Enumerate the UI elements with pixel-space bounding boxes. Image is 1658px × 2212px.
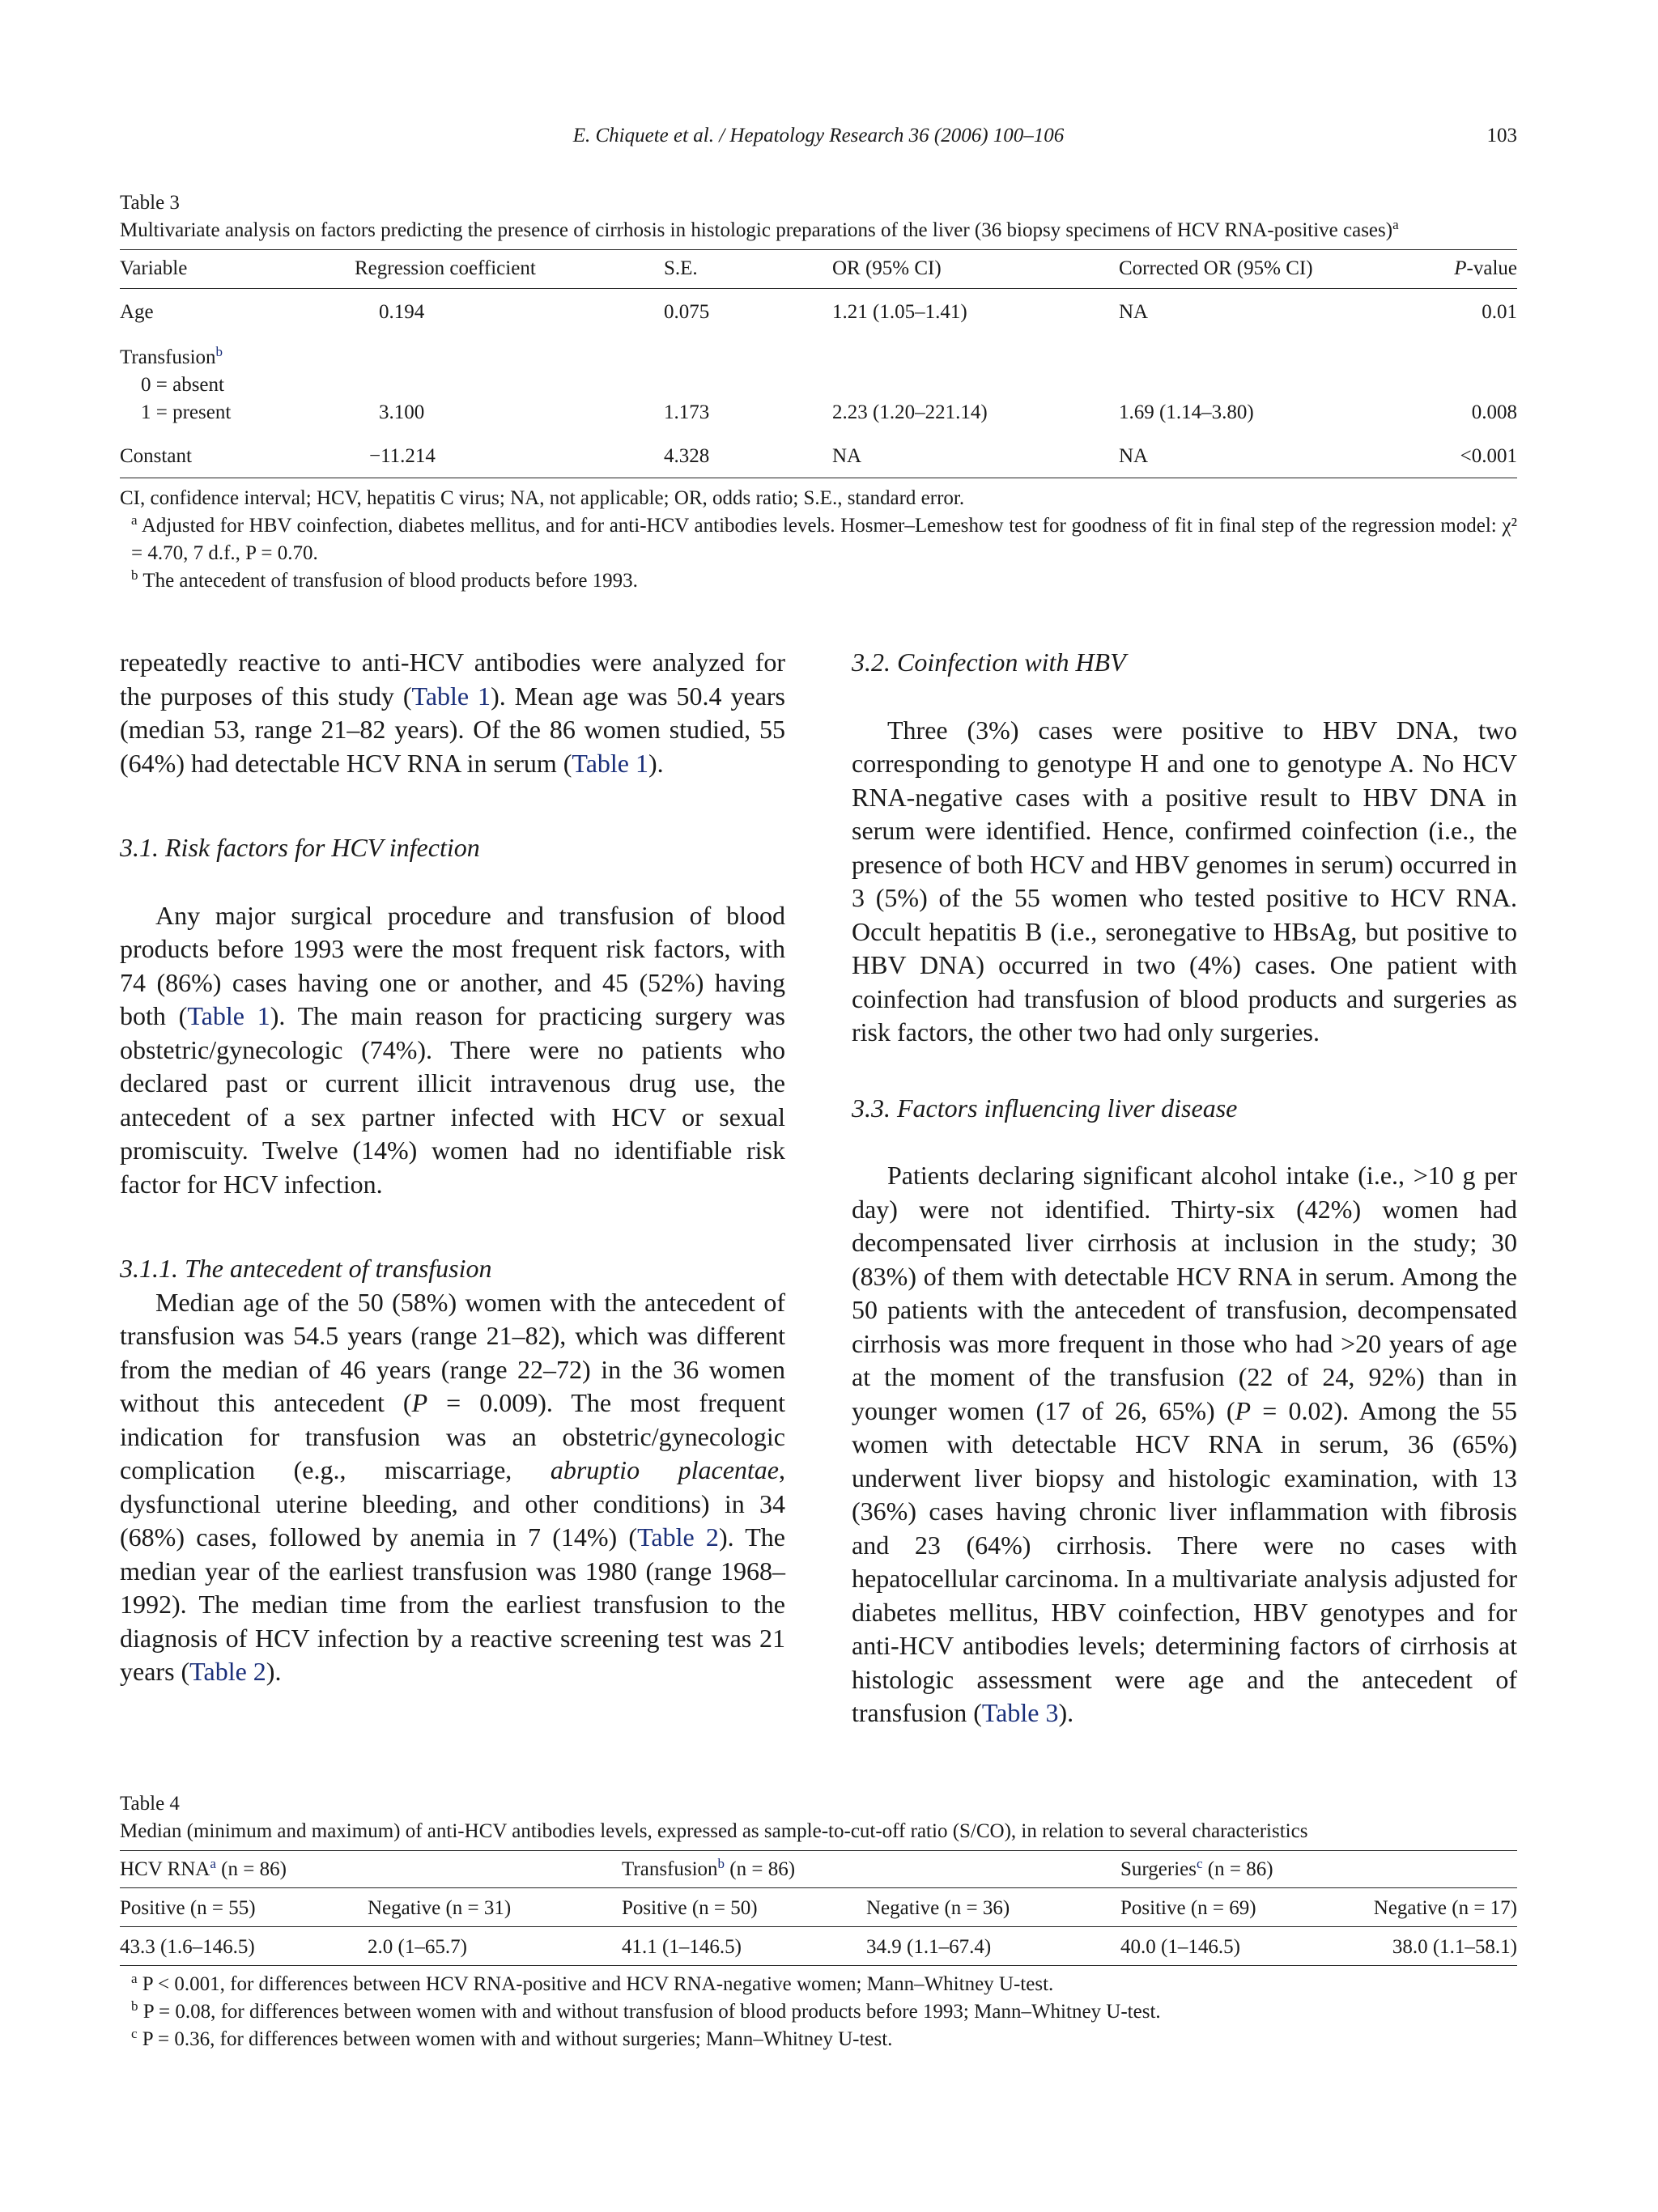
th-regression: Regression coefficient — [355, 257, 536, 279]
table-3-grid — [120, 249, 1517, 478]
section-heading-3-1-1: 3.1.1. The antecedent of transfusion — [120, 1254, 492, 1283]
paragraph: Median age of the 50 (58%) women with the antecedent of transfusion was 54.5 years (range 21–82), which was different from the median of 46 years (range 22–72) in the 36 women without this antecedent (P = 0.009). The most frequent indication for transfusion was an obstetric/gynecologic complication (e.g., miscarriage, abruptio placentae, dysfunctional uterine bleeding, and other conditions) in 34 (68%) cases, followed by anemia in 7 (14%) (Table 2). The median year of the earliest transfusion was 1980 (range 1968–1992). The median time from the earliest transfusion to the diagnosis of HCV infection by a reactive screening test was 21 years (Table 2). — [120, 1287, 786, 1686]
table-3-label: Table 3 — [120, 192, 180, 214]
th-pvalue: P-value — [1454, 257, 1517, 279]
paragraph: Patients declaring significant alcohol intake (i.e., >10 g per day) were not identified. Thirty-six (42%) women had decompensated liver cirrhosis at inclusion in the study; 30 (83%) of them with detectable HCV RNA in serum. Among the 50 patients with the antecedent of transfusion, decompensated cirrhosis was more frequent in those who had >20 years of age at the moment of the transfusion (22 of 24, 92%) than in younger women (17 of 26, 65%) (P = 0.02). Among the 55 women with detectable HCV RNA in serum, 36 (65%) underwent liver biopsy and histologic examination, with 13 (36%) cases having chronic liver inflammation with fibrosis and 23 (64%) cirrhosis. There were no cases with hepatocellular carcinoma. In a multivariate analysis adjusted for diabetes mellitus, HBV coinfection, HBV genotypes and for anti-HCV antibodies levels; determining factors of cirrhosis at histologic assessment were age and the antecedent of transfusion (Table 3). — [852, 1161, 1518, 1727]
table-4-caption: Median (minimum and maximum) of anti-HCV antibodies levels, expressed as sample-to-cut-off ratio (S/CO), in relation to several characteristics — [120, 1820, 1308, 1842]
table-row: 43.3 (1.6–146.5) 2.0 (1–65.7) 41.1 (1–146.5) 34.9 (1.1–67.4) 40.0 (1–146.5) 38.0 (1.1–58.1) — [120, 1927, 1517, 1966]
th-or: OR (95% CI) — [832, 257, 942, 279]
table-2-link[interactable]: Table 2 — [637, 1522, 719, 1552]
footnote-a: $^a$ P < 0.001, for differences between HCV RNA-positive and HCV RNA-negative women; Mann–Whitney U-test. — [131, 1971, 1054, 1995]
footnote-b: $^b$ The antecedent of transfusion of blood products before 1993. — [131, 567, 638, 592]
th-surgeries: Surgeries$^c$ (n = 86) — [1120, 1856, 1273, 1880]
section-heading-3-2: 3.2. Coinfection with HBV — [852, 647, 1126, 677]
table-1-link[interactable]: Table 1 — [572, 748, 648, 778]
table-4-subhead-row: Positive (n = 55) Negative (n = 31) Positive (n = 50) Negative (n = 36) Positive (n = 69) Negative (n = 17) — [120, 1888, 1517, 1927]
table-4-group-row — [120, 1851, 1517, 1888]
table-3-header-row — [120, 250, 1517, 289]
footnote-c: $^c$ P = 0.36, for differences between women with and without surgeries; Mann–Whitney U-test. — [131, 2026, 893, 2050]
table-1-link[interactable]: Table 1 — [411, 681, 491, 711]
th-corrected-or: Corrected OR (95% CI) — [1119, 257, 1313, 279]
footnote-abbrev: CI, confidence interval; HCV, hepatitis C virus; NA, not applicable; OR, odds ratio; S.E., standard error. — [120, 487, 965, 509]
table-4-label: Table 4 — [120, 1793, 180, 1815]
left-column — [120, 646, 785, 1689]
footnote-b: $^b$ P = 0.08, for differences between women with and without transfusion of blood products before 1993; Mann–Whitney U-test. — [131, 1998, 1161, 2023]
table-4-footnotes — [120, 1971, 1517, 2053]
table-4-grid — [120, 1850, 1517, 1966]
footnote-a: $^a$ Adjusted for HBV coinfection, diabetes mellitus, and for anti-HCV antibodies levels. Hosmer–Lemeshow test for goodness of fit in final step of the regression model: χ² = 4.70, 7 d.f., P = 0.70. — [131, 512, 1518, 564]
section-heading-3-1: 3.1. Risk factors for HCV infection — [120, 833, 480, 862]
table-row: 1 = present 3.100 1.173 2.23 (1.20–221.14) 1.69 (1.14–3.80) 0.008 — [141, 401, 1517, 423]
table-3-footnotes — [120, 485, 1517, 595]
table-row: Transfusion$^b$ — [120, 343, 223, 368]
right-column — [852, 646, 1517, 1730]
table-3 — [120, 189, 1517, 595]
table-row: 0 = absent — [141, 373, 224, 396]
table-row: Age 0.194 0.075 1.21 (1.05–1.41) NA 0.01 — [120, 301, 1517, 323]
table-3-caption: Multivariate analysis on factors predicting the presence of cirrhosis in histologic preparations of the liver (36 biopsy specimens of HCV RNA-positive cases)$^a$ — [120, 217, 1399, 241]
paragraph: Three (3%) cases were positive to HBV DNA, two corresponding to genotype H and one to genotype A. No HCV RNA-negative cases with a positive result to HBV DNA in serum were identified. Hence, confirmed coinfection (i.e., the presence of both HCV and HBV genomes in serum) occurred in 3 (5%) of the 55 women who tested positive to HCV RNA. Occult hepatitis B (i.e., seronegative to HBsAg, but positive to HBV DNA) occurred in two (4%) cases. One patient with coinfection had transfusion of blood products and surgeries as risk factors, the other two had only surgeries. — [852, 715, 1517, 1047]
th-hcv-rna: HCV RNA$^a$ (n = 86) — [120, 1856, 287, 1880]
th-variable: Variable — [120, 257, 188, 279]
table-2-link[interactable]: Table 2 — [189, 1657, 266, 1686]
th-se: S.E. — [664, 257, 698, 279]
section-heading-3-3: 3.3. Factors influencing liver disease — [852, 1093, 1238, 1123]
page-number: 103 — [1486, 125, 1517, 146]
table-row: Constant −11.214 4.328 NA NA <0.001 — [120, 439, 1517, 478]
paragraph: repeatedly reactive to anti-HCV antibodies were analyzed for the purposes of this study (Table 1). Mean age was 50.4 years (median 53, range 21–82 years). Of the 86 women studied, 55 (64%) had detectable HCV RNA in serum (Table 1). — [120, 647, 786, 778]
table-3-link[interactable]: Table 3 — [981, 1698, 1059, 1727]
table-1-link[interactable]: Table 1 — [187, 1001, 270, 1030]
th-transfusion: Transfusion$^b$ (n = 86) — [622, 1856, 796, 1880]
running-title: E. Chiquete et al. / Hepatology Research 36 (2006) 100–106 — [572, 125, 1065, 146]
table-4 — [120, 1790, 1517, 2053]
paragraph: Any major surgical procedure and transfusion of blood products before 1993 were the most frequent risk factors, with 74 (86%) cases having one or another, and 45 (52%) having both (Table 1). The main reason for practicing surgery was obstetric/gynecologic (74%). There were no patients who declared past or current illicit intravenous drug use, the antecedent of a sex partner infected with HCV or sexual promiscuity. Twelve (14%) women had no identifiable risk factor for HCV infection. — [120, 900, 786, 1199]
